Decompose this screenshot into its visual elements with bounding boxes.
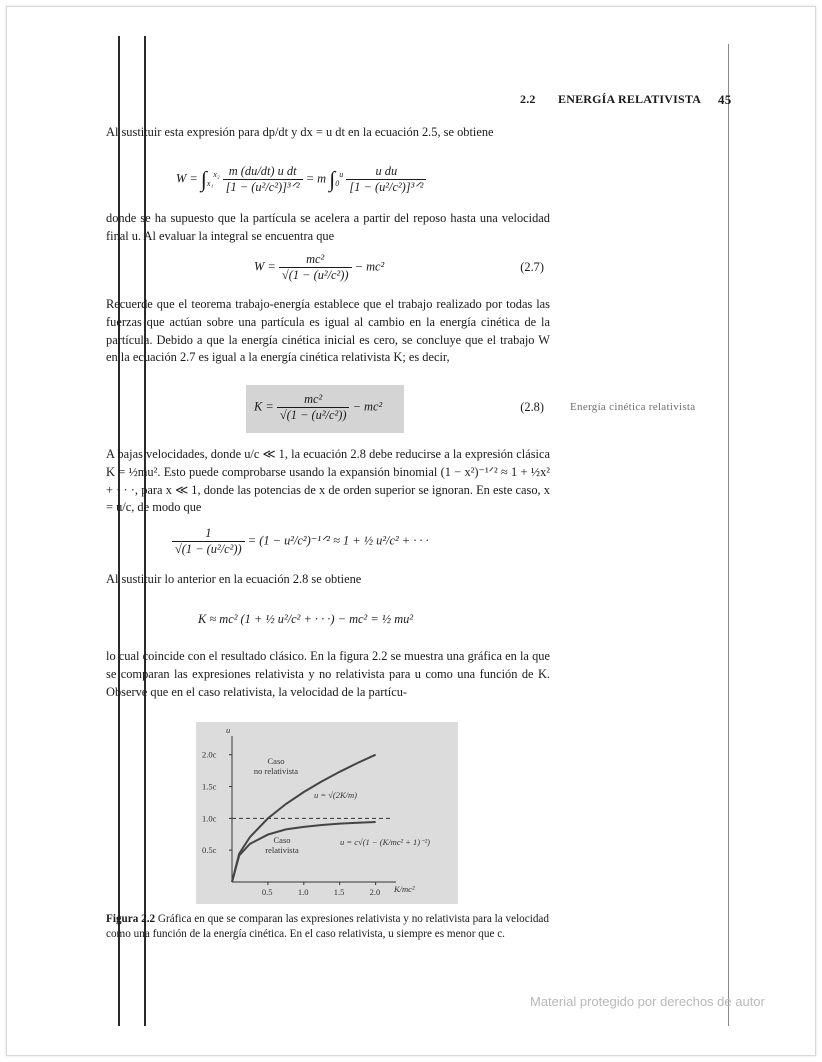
- equation-2-8: [106, 390, 550, 430]
- eq1-int2-upper: u: [339, 170, 344, 180]
- eq28-tail: − mc²: [352, 399, 383, 414]
- eq28-num: mc²: [277, 392, 350, 408]
- velocity-energy-chart: [196, 722, 458, 904]
- figure-caption-text: Gráfica en que se comparan las expresiones relativista y no relativista para la velocidad como una función de la energía cinética. En el caso relativista, u siempre es menor que c.: [106, 913, 549, 941]
- section-number: 2.2: [520, 92, 536, 106]
- eq27-lhs: W =: [254, 259, 276, 274]
- y-tick-label: 1.0c: [202, 813, 217, 824]
- eq1-frac2-num: u du: [346, 164, 426, 180]
- scan-line-right: [728, 44, 729, 1026]
- copyright-watermark: Material protegido por derechos de autor: [530, 994, 765, 1009]
- eqexp-num: 1: [172, 526, 245, 542]
- page-number: 45: [718, 92, 732, 107]
- paragraph-5: Al sustituir lo anterior en la ecuación 2.8 se obtiene: [106, 572, 362, 586]
- figure-caption: [106, 912, 550, 943]
- eq28-lhs: K =: [254, 399, 274, 414]
- rel-label-line1: Caso: [273, 835, 291, 845]
- rel-formula: u = c√(1 − (K/mc² + 1)⁻²): [340, 837, 430, 847]
- x-tick-label: 1.5: [333, 887, 345, 897]
- y-tick-label: 0.5c: [202, 845, 217, 856]
- y-axis-label: u: [226, 725, 231, 735]
- equation-2-7: [106, 250, 550, 290]
- x-axis-label: K/mc²: [394, 884, 415, 894]
- paragraph-6: lo cual coincide con el resultado clásico. En la figura 2.2 se muestra una gráfica en la que se comparan las expresiones relativista y no relativista para u como una función de K. Observe que en el caso relativista, la velocidad de la partícu-: [106, 649, 550, 699]
- x-tick-label: 2.0: [369, 887, 381, 897]
- y-tick-label: 2.0c: [202, 749, 217, 760]
- equation-number-2-8: (2.8): [520, 400, 544, 414]
- y-tick-label: 1.5c: [202, 781, 217, 792]
- eq1-frac2-den: [1 − (u²/c²)]³ᐟ²: [349, 180, 424, 194]
- margin-note: Energía cinética relativista: [570, 401, 696, 413]
- paragraph-3: Recuerde que el teorema trabajo-energía establece que el trabajo realizado por todas las fuerzas que actúan sobre una partícula es igual al cambio en la energía cinética de la partícula. Debido a que la energía cinética inicial es cero, se concluye que el trabajo W en la ecuación 2.7 es igual a la energía cinética relativista K; es decir,: [106, 297, 550, 365]
- relativistic-curve: [232, 822, 376, 882]
- eqexp-den: √(1 − (u²/c²)): [175, 542, 242, 556]
- paragraph-2: donde se ha supuesto que la partícula se acelera a partir del reposo hasta una velocidad final u. Al evaluar la integral se encuentra que: [106, 211, 550, 243]
- equation-work-integral: $W = \int_{x_1}^{x_2}$ $\frac{\text{m (du/dt) u dt}}{\text{[1 − (u²/c²)]³ᐟ²}}$ = m $\int_0^u$ $\frac{\text{u du}}{\text{[1 − (u²/c²)]³ᐟ²}}$: [106, 152, 550, 202]
- nonrel-formula: u = √(2K/m): [314, 790, 357, 800]
- nonrel-label-line1: Caso: [267, 756, 285, 766]
- x-tick-label: 0.5: [261, 887, 273, 897]
- eq1-int2-lower: 0: [335, 178, 340, 188]
- eq27-den: √(1 − (u²/c²)): [281, 268, 349, 282]
- eq1-int1-lower: x₁: [206, 178, 214, 188]
- paragraph-1: Al sustituir esta expresión para dp/dt y dx = u dt en la ecuación 2.5, se obtiene: [106, 125, 494, 139]
- eqk: K ≈ mc² (1 + ½ u²/c² + · · ·) − mc² = ½ mu²: [198, 612, 414, 626]
- rel-label-line2: relativista: [265, 845, 299, 855]
- eq27-num: mc²: [279, 252, 352, 268]
- x-tick-label: 1.0: [297, 887, 309, 897]
- eq1-int1-upper: x₂: [213, 170, 220, 180]
- equation-classical-limit: [106, 606, 550, 646]
- eq1-frac1-num: m (du/dt) u dt: [223, 164, 303, 180]
- eq27-tail: − mc²: [354, 259, 385, 274]
- nonrel-label-line2: no relativista: [253, 766, 299, 776]
- eq1-lhs: W =: [176, 171, 198, 186]
- eq28-den: √(1 − (u²/c²)): [279, 408, 347, 422]
- section-title: ENERGÍA RELATIVISTA: [558, 92, 702, 106]
- eq1-mid: = m: [305, 171, 327, 186]
- equation-binomial-expansion: [106, 524, 550, 564]
- equation-number-2-7: (2.7): [520, 260, 544, 274]
- eqexp-rhs: = (1 − u²/c²)⁻¹ᐟ² ≈ 1 + ½ u²/c² + · · ·: [247, 533, 429, 548]
- paragraph-4: A bajas velocidades, donde u/c ≪ 1, la ecuación 2.8 debe reducirse a la expresión clásica K = ½mu². Esto puede comprobarse usando la expansión binomial (1 − x²)⁻¹ᐟ² ≈ 1 + ½x² + · · ·, para x ≪ 1, donde las potencias de x de orden superior se ignoran. En este caso, x = u/c, de modo que: [106, 447, 550, 515]
- figure-label: Figura 2.2: [106, 913, 156, 925]
- figure-2-2: [196, 722, 458, 904]
- eq1-frac1-den: [1 − (u²/c²)]³ᐟ²: [225, 180, 300, 194]
